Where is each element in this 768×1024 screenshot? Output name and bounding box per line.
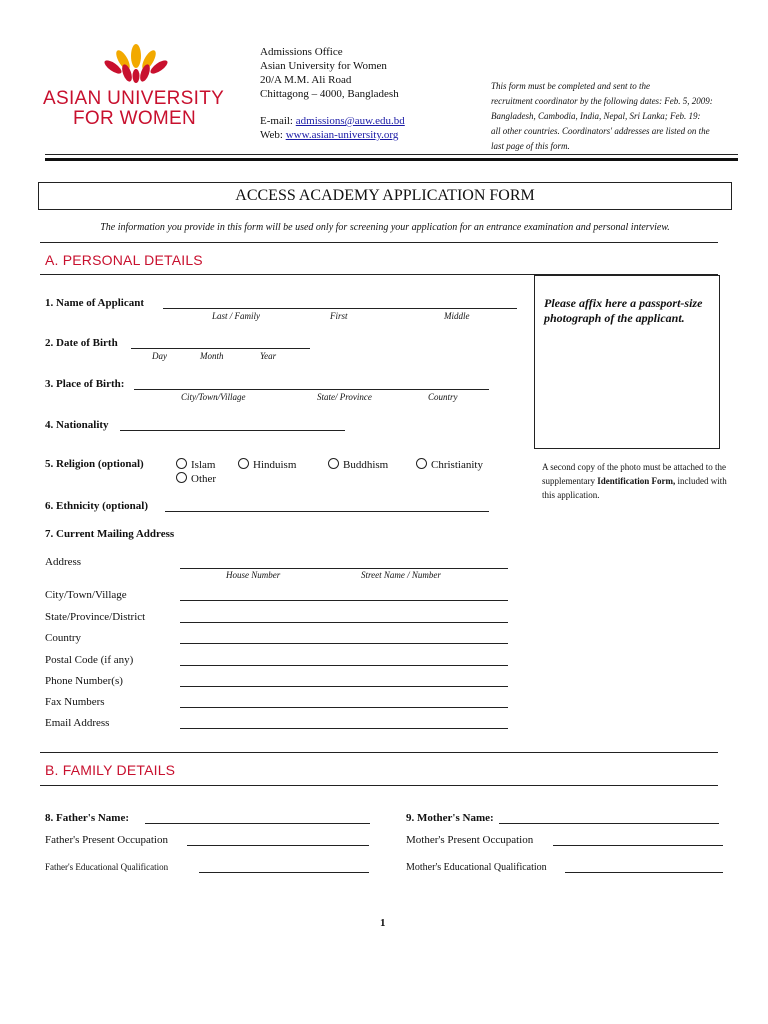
q8-label: 8. Father's Name: xyxy=(45,812,130,824)
deadline-notice xyxy=(491,79,766,154)
religion-option-label: Buddhism xyxy=(343,459,389,471)
religion-option-hinduism[interactable] xyxy=(238,458,296,471)
section-b-heading: B. FAMILY DETAILS xyxy=(45,762,176,778)
photo-note xyxy=(542,460,727,502)
q3-label: 3. Place of Birth: xyxy=(45,378,125,390)
sub-country: Country xyxy=(428,392,458,402)
sub-day: Day xyxy=(152,351,167,361)
office-address xyxy=(260,45,461,142)
religion-option-label: Christianity xyxy=(431,459,483,471)
sub-state: State/ Province xyxy=(317,392,372,402)
section-b-divider xyxy=(40,785,718,786)
religion-option-label: Islam xyxy=(191,459,216,471)
q2-label: 2. Date of Birth xyxy=(45,337,118,349)
address-input-line[interactable] xyxy=(180,568,508,569)
religion-option-label: Hinduism xyxy=(253,459,297,471)
section-b-top-divider xyxy=(40,752,718,753)
religion-option-islam[interactable] xyxy=(176,458,215,471)
logo-wordmark-line1: ASIAN UNIVERSITY xyxy=(43,88,225,109)
sub-last-name: Last / Family xyxy=(212,311,261,321)
radio-circle-icon[interactable] xyxy=(416,458,427,469)
radio-circle-icon[interactable] xyxy=(176,458,187,469)
address-line: Asian University for Women xyxy=(260,60,387,72)
ethnicity-input-line[interactable] xyxy=(165,511,489,512)
q1-label: 1. Name of Applicant xyxy=(45,297,144,309)
phone-field-label: Phone Number(s) xyxy=(45,675,123,687)
photo-box xyxy=(534,275,720,449)
web-label: Web: xyxy=(260,129,283,141)
address-line: Admissions Office xyxy=(260,46,343,58)
email-input-line[interactable] xyxy=(180,728,508,729)
fax-field-label: Fax Numbers xyxy=(45,696,105,708)
state-field-label: State/Province/District xyxy=(45,611,146,623)
intro-divider xyxy=(40,242,718,243)
city-input-line[interactable] xyxy=(180,600,508,601)
sub-street-name: Street Name / Number xyxy=(361,570,441,580)
phone-input-line[interactable] xyxy=(180,686,508,687)
address-line: 20/A M.M. Ali Road xyxy=(260,74,352,86)
mother-education-label: Mother's Educational Qualification xyxy=(406,862,547,873)
email-field-label: Email Address xyxy=(45,717,110,729)
notice-line: recruitment coordinator by the following dates: Feb. 5, 2009: xyxy=(491,96,713,106)
mother-name-input-line[interactable] xyxy=(499,823,719,824)
q4-label: 4. Nationality xyxy=(45,419,109,431)
name-input-line[interactable] xyxy=(163,308,517,309)
father-occupation-label: Father's Present Occupation xyxy=(45,834,168,846)
father-occupation-input-line[interactable] xyxy=(187,845,369,846)
city-field-label: City/Town/Village xyxy=(45,589,127,601)
web-link[interactable]: www.asian-university.org xyxy=(285,129,399,141)
email-label: E-mail: xyxy=(260,115,293,127)
notice-line: all other countries. Coordinators' addresses are listed on the xyxy=(491,126,710,136)
notice-line: last page of this form. xyxy=(491,141,570,151)
mother-occupation-input-line[interactable] xyxy=(553,845,723,846)
address-line: Chittagong – 4000, Bangladesh xyxy=(260,88,399,100)
father-education-input-line[interactable] xyxy=(199,872,369,873)
religion-option-label: Other xyxy=(191,473,217,485)
form-title: ACCESS ACADEMY APPLICATION FORM xyxy=(235,187,535,204)
mother-education-input-line[interactable] xyxy=(565,872,723,873)
sub-house-number: House Number xyxy=(226,570,281,580)
sub-city: City/Town/Village xyxy=(181,392,246,402)
page-number: 1 xyxy=(380,917,386,929)
religion-option-christianity[interactable] xyxy=(416,458,483,471)
mother-occupation-label: Mother's Present Occupation xyxy=(406,834,534,846)
sub-middle-name: Middle xyxy=(444,311,470,321)
section-a-heading: A. PERSONAL DETAILS xyxy=(45,252,203,268)
photo-note-text: A second copy of the photo must be attached to the supplementary xyxy=(542,462,726,486)
nationality-input-line[interactable] xyxy=(120,430,345,431)
q5-label: 5. Religion (optional) xyxy=(45,458,144,470)
address-field-label: Address xyxy=(45,556,82,568)
email-row xyxy=(260,114,461,128)
radio-circle-icon[interactable] xyxy=(328,458,339,469)
auw-flower-logo xyxy=(103,42,169,84)
email-link[interactable]: admissions@auw.edu.bd xyxy=(295,115,405,127)
religion-option-other[interactable] xyxy=(176,472,216,485)
postal-field-label: Postal Code (if any) xyxy=(45,654,134,666)
pob-input-line[interactable] xyxy=(134,389,489,390)
notice-line: Bangladesh, Cambodia, India, Nepal, Sri Lanka; Feb. 19: xyxy=(491,111,701,121)
sub-first-name: First xyxy=(330,311,348,321)
q7-label: 7. Current Mailing Address xyxy=(45,528,175,540)
radio-circle-icon[interactable] xyxy=(238,458,249,469)
radio-circle-icon[interactable] xyxy=(176,472,187,483)
postal-input-line[interactable] xyxy=(180,665,508,666)
sub-year: Year xyxy=(260,351,277,361)
form-title-box xyxy=(38,182,732,210)
sub-month: Month xyxy=(200,351,224,361)
q6-label: 6. Ethnicity (optional) xyxy=(45,500,148,512)
photo-note-emphasis: Identification Form, xyxy=(597,476,676,486)
state-input-line[interactable] xyxy=(180,622,508,623)
logo-wordmark-line2: FOR WOMEN xyxy=(73,108,197,129)
web-row xyxy=(260,128,461,142)
intro-text: The information you provide in this form will be used only for screening your application for an entrance examination and personal interview. xyxy=(100,222,670,233)
header-divider-thin xyxy=(45,154,738,155)
father-education-label: Father's Educational Qualification xyxy=(45,862,169,872)
dob-input-line[interactable] xyxy=(131,348,310,349)
q9-label: 9. Mother's Name: xyxy=(406,812,494,824)
country-input-line[interactable] xyxy=(180,643,508,644)
father-name-input-line[interactable] xyxy=(145,823,370,824)
country-field-label: Country xyxy=(45,632,82,644)
header-divider-thick xyxy=(45,158,738,161)
notice-line: This form must be completed and sent to the xyxy=(491,81,650,91)
religion-option-buddhism[interactable] xyxy=(328,458,388,471)
fax-input-line[interactable] xyxy=(180,707,508,708)
photo-note-text-2: included with this application. xyxy=(542,476,727,500)
photo-instruction: Please affix here a passport-size photograph of the applicant. xyxy=(544,296,703,325)
